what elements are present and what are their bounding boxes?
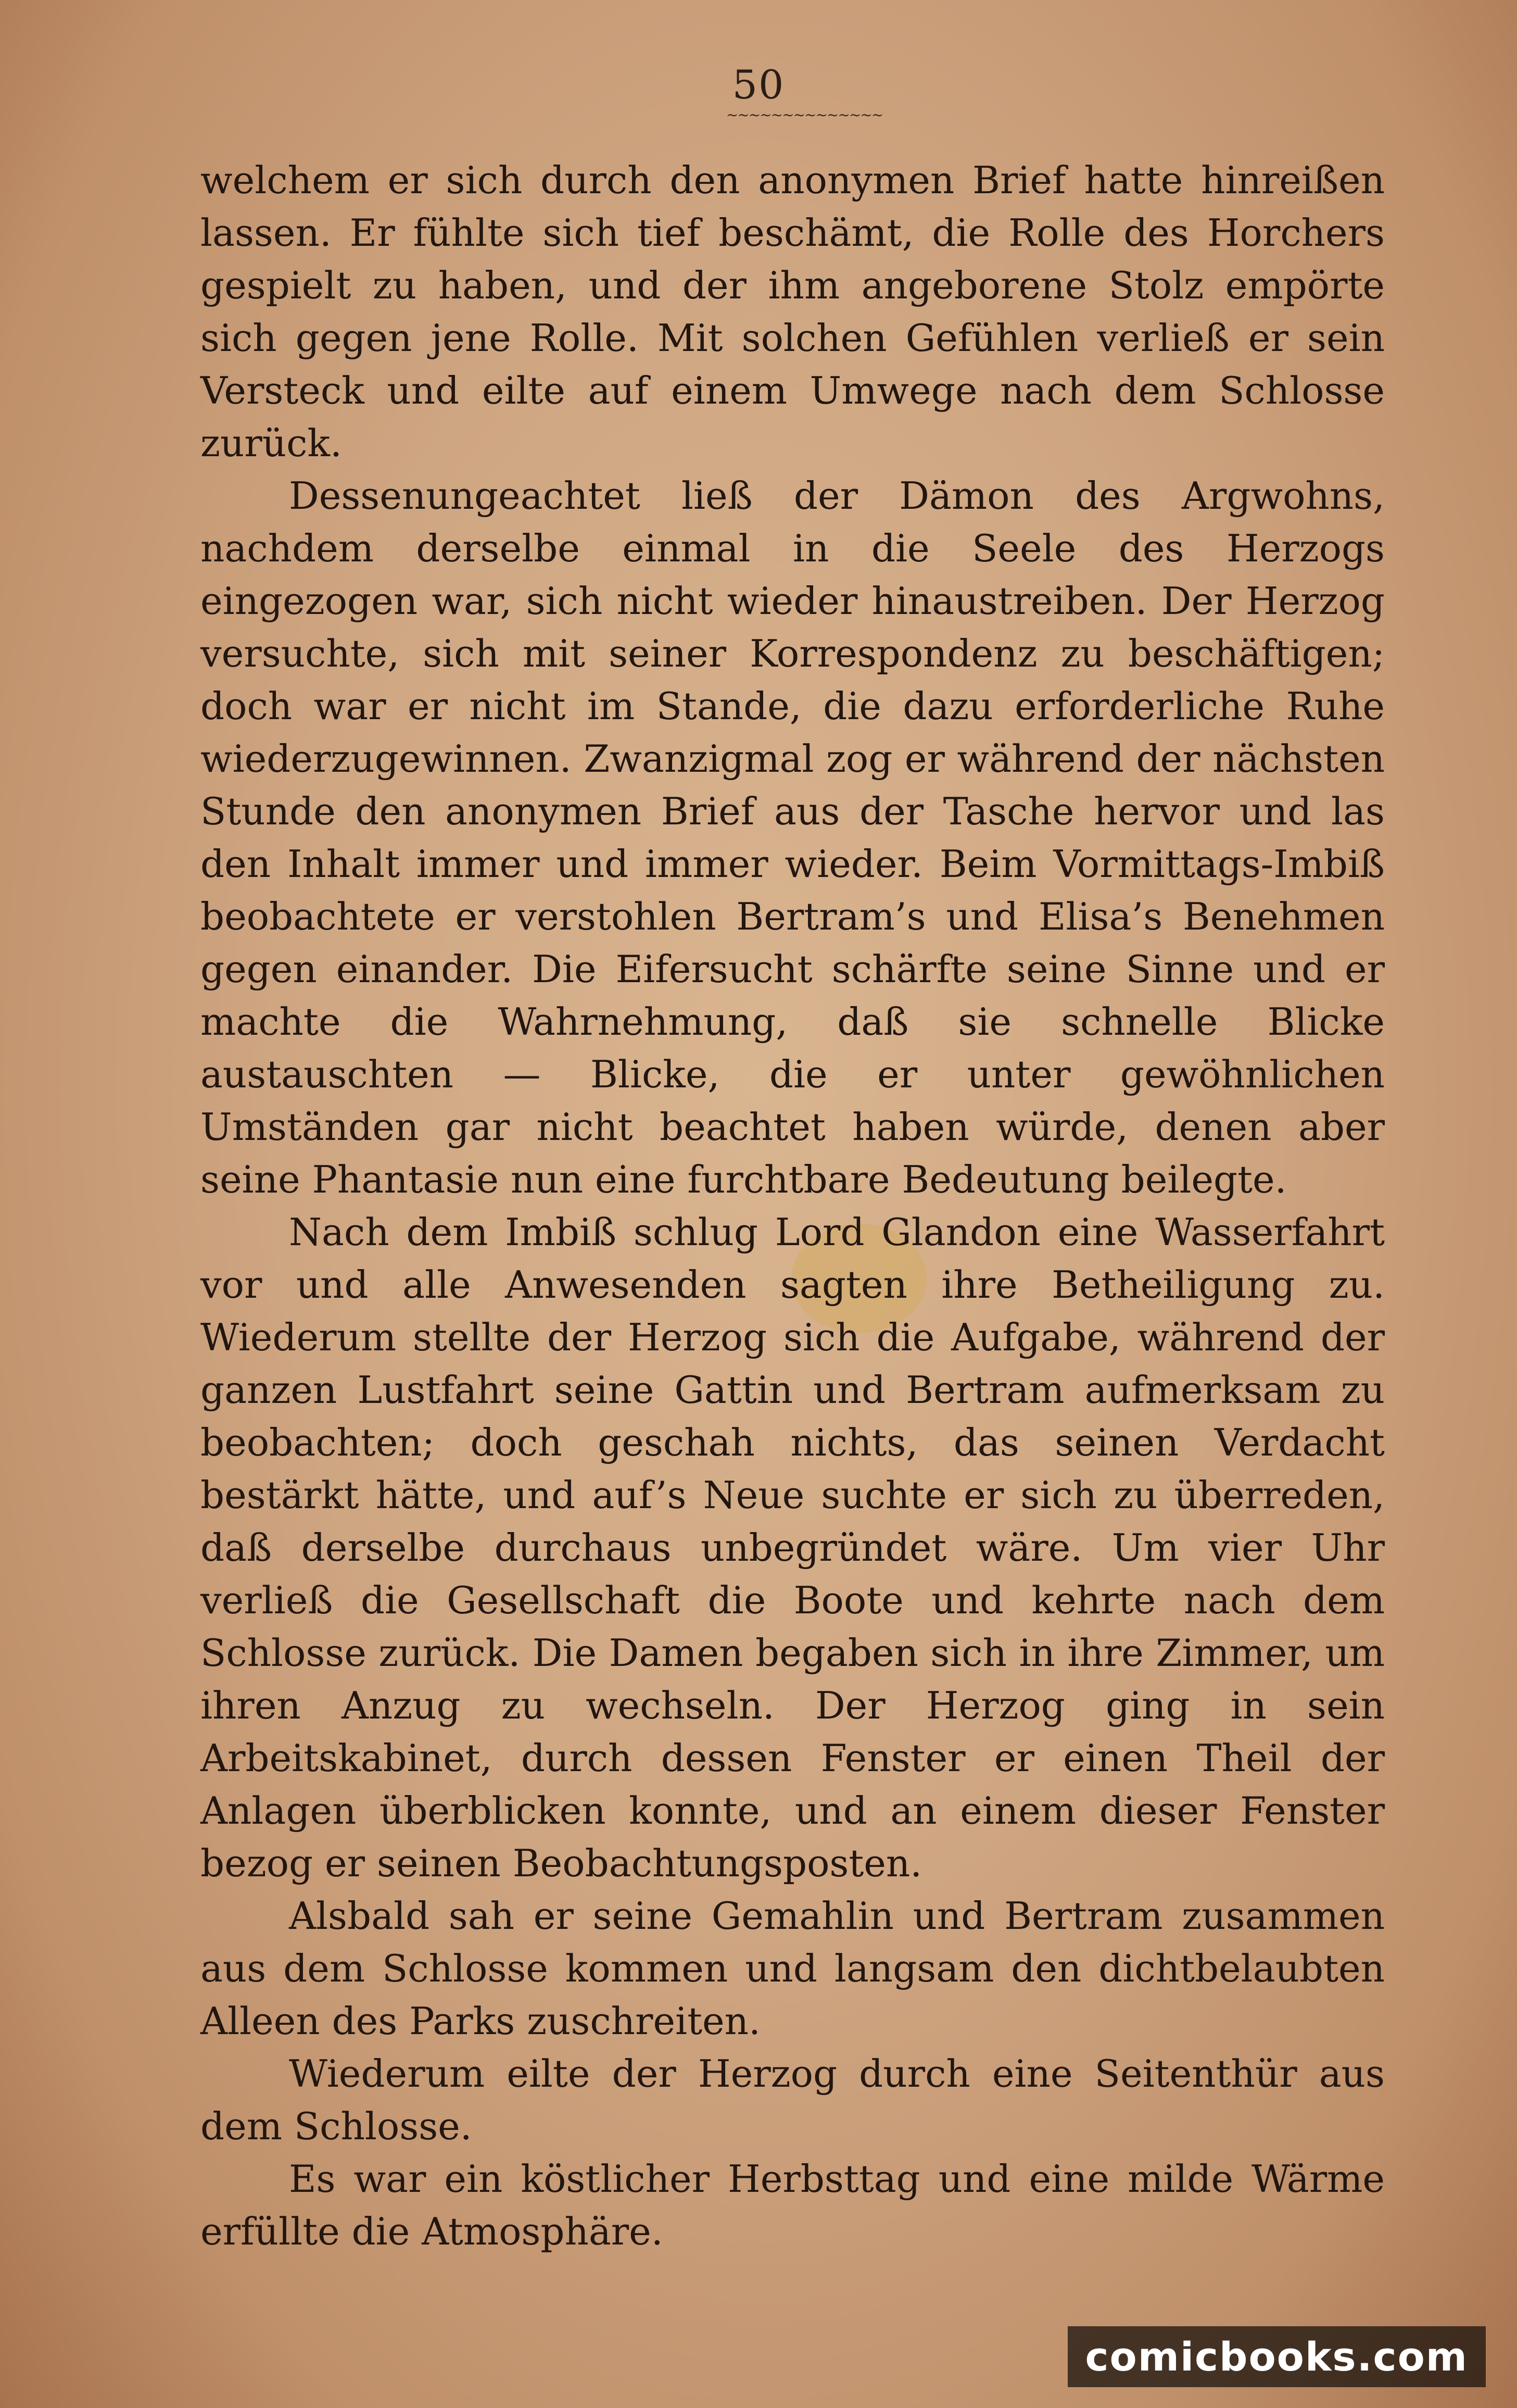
paragraph-3: Nach dem Imbiß schlug Lord Glandon eine Wasserfahrt vor und alle Anwesenden sagten ihre Betheiligung zu. Wiederum stellte der Herzog sich die Aufgabe, während der ganzen Lustfahrt seine Gattin und Bertram aufmerksam zu beobachten; doch geschah nichts, das seinen Verdacht bestärkt hätte, und auf’s Neue suchte er sich zu überreden, daß derselbe durchaus unbegründet wäre. Um vier Uhr verließ die Gesellschaft die Boote und kehrte nach dem Schlosse zurück. Die Damen begaben sich in ihre Zimmer, um ihren Anzug zu wechseln. Der Herzog ging in sein Arbeitskabinet, durch dessen Fenster er einen Theil der Anlagen überblicken konnte, und an einem dieser Fenster bezog er seinen Beobachtungsposten.: [200, 1210, 1385, 1885]
header-ornament: ~~~~~~~~~~~~~~: [726, 110, 883, 120]
watermark: comicbooks.com: [1068, 2326, 1486, 2387]
page-number: 50: [732, 61, 785, 108]
paragraph-2: Dessenungeachtet ließ der Dämon des Argwohns, nachdem derselbe einmal in die Seele des Herzogs eingezogen war, sich nicht wieder hinaustreiben. Der Herzog versuchte, sich mit seiner Korrespondenz zu beschäftigen; doch war er nicht im Stande, die dazu erforderliche Ruhe wiederzugewinnen. Zwanzigmal zog er während der nächsten Stunde den anonymen Brief aus der Tasche hervor und las den Inhalt immer und immer wieder. Beim Vormittags-Imbiß beobachtete er verstohlen Bertram’s und Elisa’s Benehmen gegen einander. Die Eifersucht schärfte seine Sinne und er machte die Wahrnehmung, daß sie schnelle Blicke austauschten — Blicke, die er unter gewöhnlichen Umständen gar nicht beachtet haben würde, denen aber seine Phantasie nun eine furchtbare Bedeutung beilegte.: [200, 474, 1385, 1201]
paragraph-5: Wiederum eilte der Herzog durch eine Seitenthür aus dem Schlosse.: [200, 2052, 1385, 2148]
paragraph-6: Es war ein köstlicher Herbsttag und eine milde Wärme erfüllte die Atmosphäre.: [200, 2157, 1385, 2253]
paragraph-4: Alsbald sah er seine Gemahlin und Bertram zusammen aus dem Schlosse kommen und langsam den dichtbelaubten Alleen des Parks zuschreiten.: [200, 1894, 1385, 2043]
body-text: [200, 154, 1385, 2258]
paragraph-1: welchem er sich durch den anonymen Brief hatte hinreißen lassen. Er fühlte sich tief beschämt, die Rolle des Horchers gespielt zu haben, und der ihm angeborene Stolz empörte sich gegen jene Rolle. Mit solchen Gefühlen verließ er sein Versteck und eilte auf einem Umwege nach dem Schlosse zurück.: [200, 158, 1385, 465]
